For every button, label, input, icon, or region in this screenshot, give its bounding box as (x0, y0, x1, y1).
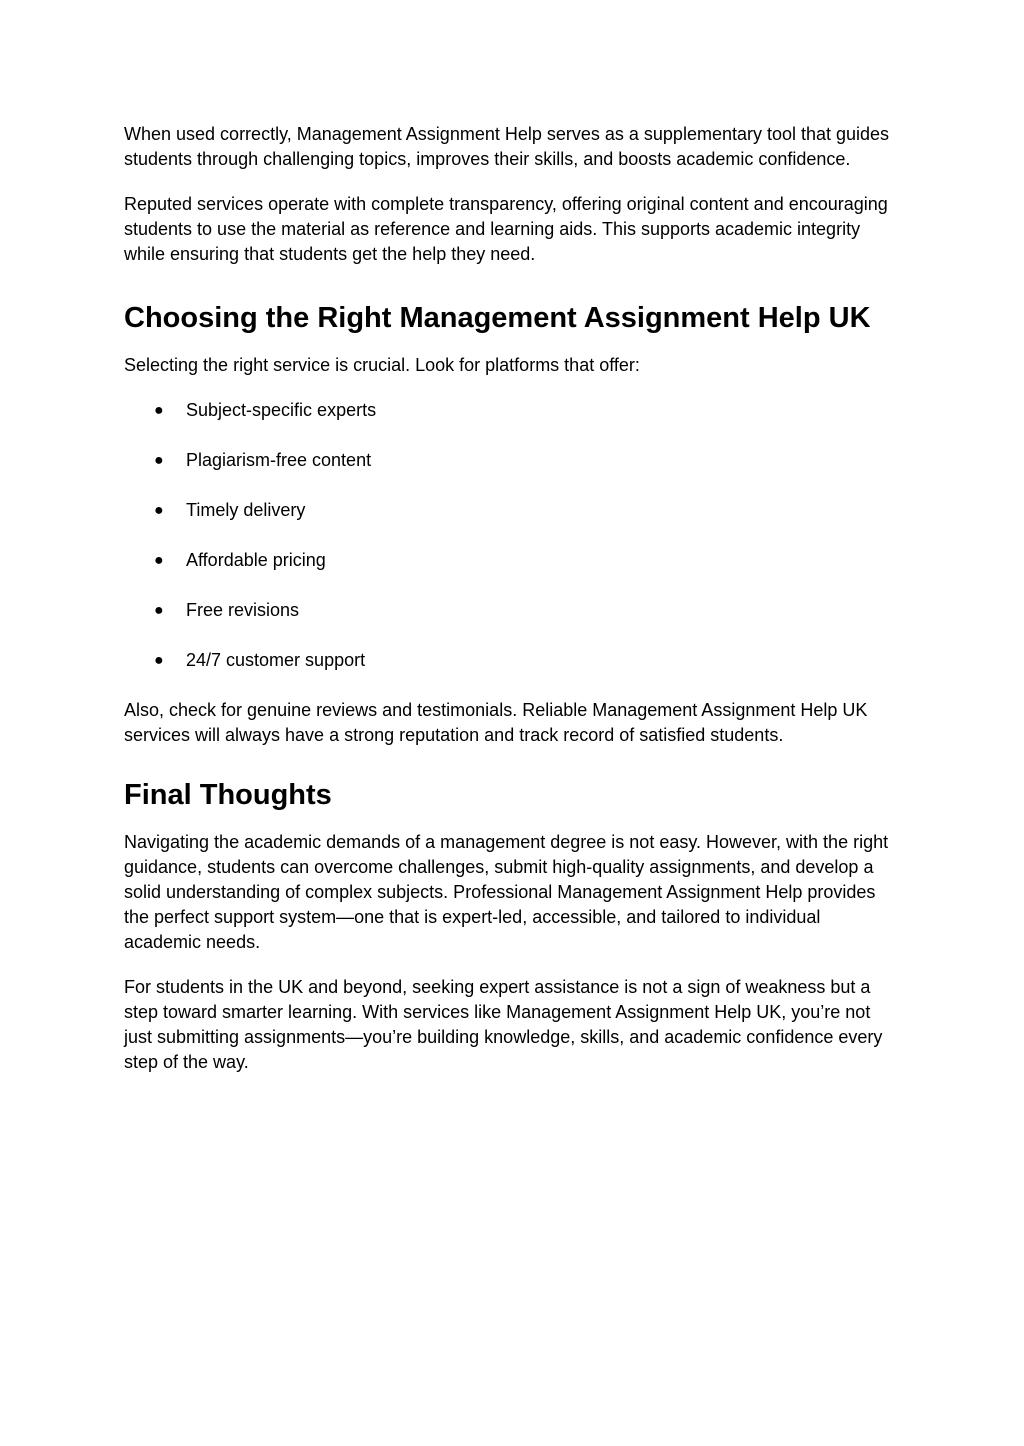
list-item (124, 498, 900, 523)
heading-final-thoughts: Final Thoughts (124, 779, 332, 811)
bullet-icon: ● (154, 452, 164, 469)
choose-closing-paragraph: Also, check for genuine reviews and testimonials. Reliable Management Assignment Help UK services will always have a strong reputation and track record of satisfied students. (124, 700, 868, 745)
bullet-icon: ● (154, 402, 164, 419)
bullet-icon: ● (154, 602, 164, 619)
bullet-icon: ● (154, 502, 164, 519)
list-item (124, 598, 900, 623)
choose-lead-paragraph: Selecting the right service is crucial. Look for platforms that offer: (124, 355, 640, 375)
list-item (124, 548, 900, 573)
list-item-text: 24/7 customer support (186, 650, 366, 670)
intro-paragraph-1: When used correctly, Management Assignment Help serves as a supplementary tool that guides students through challenging topics, improves their skills, and boosts academic confidence. (124, 124, 890, 169)
list-item-text: Free revisions (186, 600, 300, 620)
bullet-icon: ● (154, 552, 164, 569)
list-item (124, 398, 900, 423)
list-item-text: Affordable pricing (186, 550, 326, 570)
final-paragraph-2: For students in the UK and beyond, seeking expert assistance is not a sign of weakness but a step toward smarter learning. With services like Management Assignment Help UK, you’re not just submitting assignments—you’re building knowledge, skills, and academic confidence every step of the way. (124, 977, 883, 1072)
final-paragraph-1: Navigating the academic demands of a management degree is not easy. However, with the right guidance, students can overcome challenges, submit high-quality assignments, and develop a solid understanding of complex subjects. Professional Management Assignment Help provides the perfect support system—one that is expert-led, accessible, and tailored to individual academic needs. (124, 832, 889, 952)
heading-choosing-service: Choosing the Right Management Assignment Help UK (124, 302, 871, 334)
list-item (124, 448, 900, 473)
intro-paragraph-2: Reputed services operate with complete transparency, offering original content and encouraging students to use the material as reference and learning aids. This supports academic integrity while ensuring that students get the help they need. (124, 194, 888, 264)
list-item-text: Subject-specific experts (186, 400, 377, 420)
list-item-text: Plagiarism-free content (186, 450, 372, 470)
bullet-icon: ● (154, 652, 164, 669)
list-item-text: Timely delivery (186, 500, 306, 520)
list-item (124, 648, 900, 673)
feature-list (124, 398, 900, 673)
